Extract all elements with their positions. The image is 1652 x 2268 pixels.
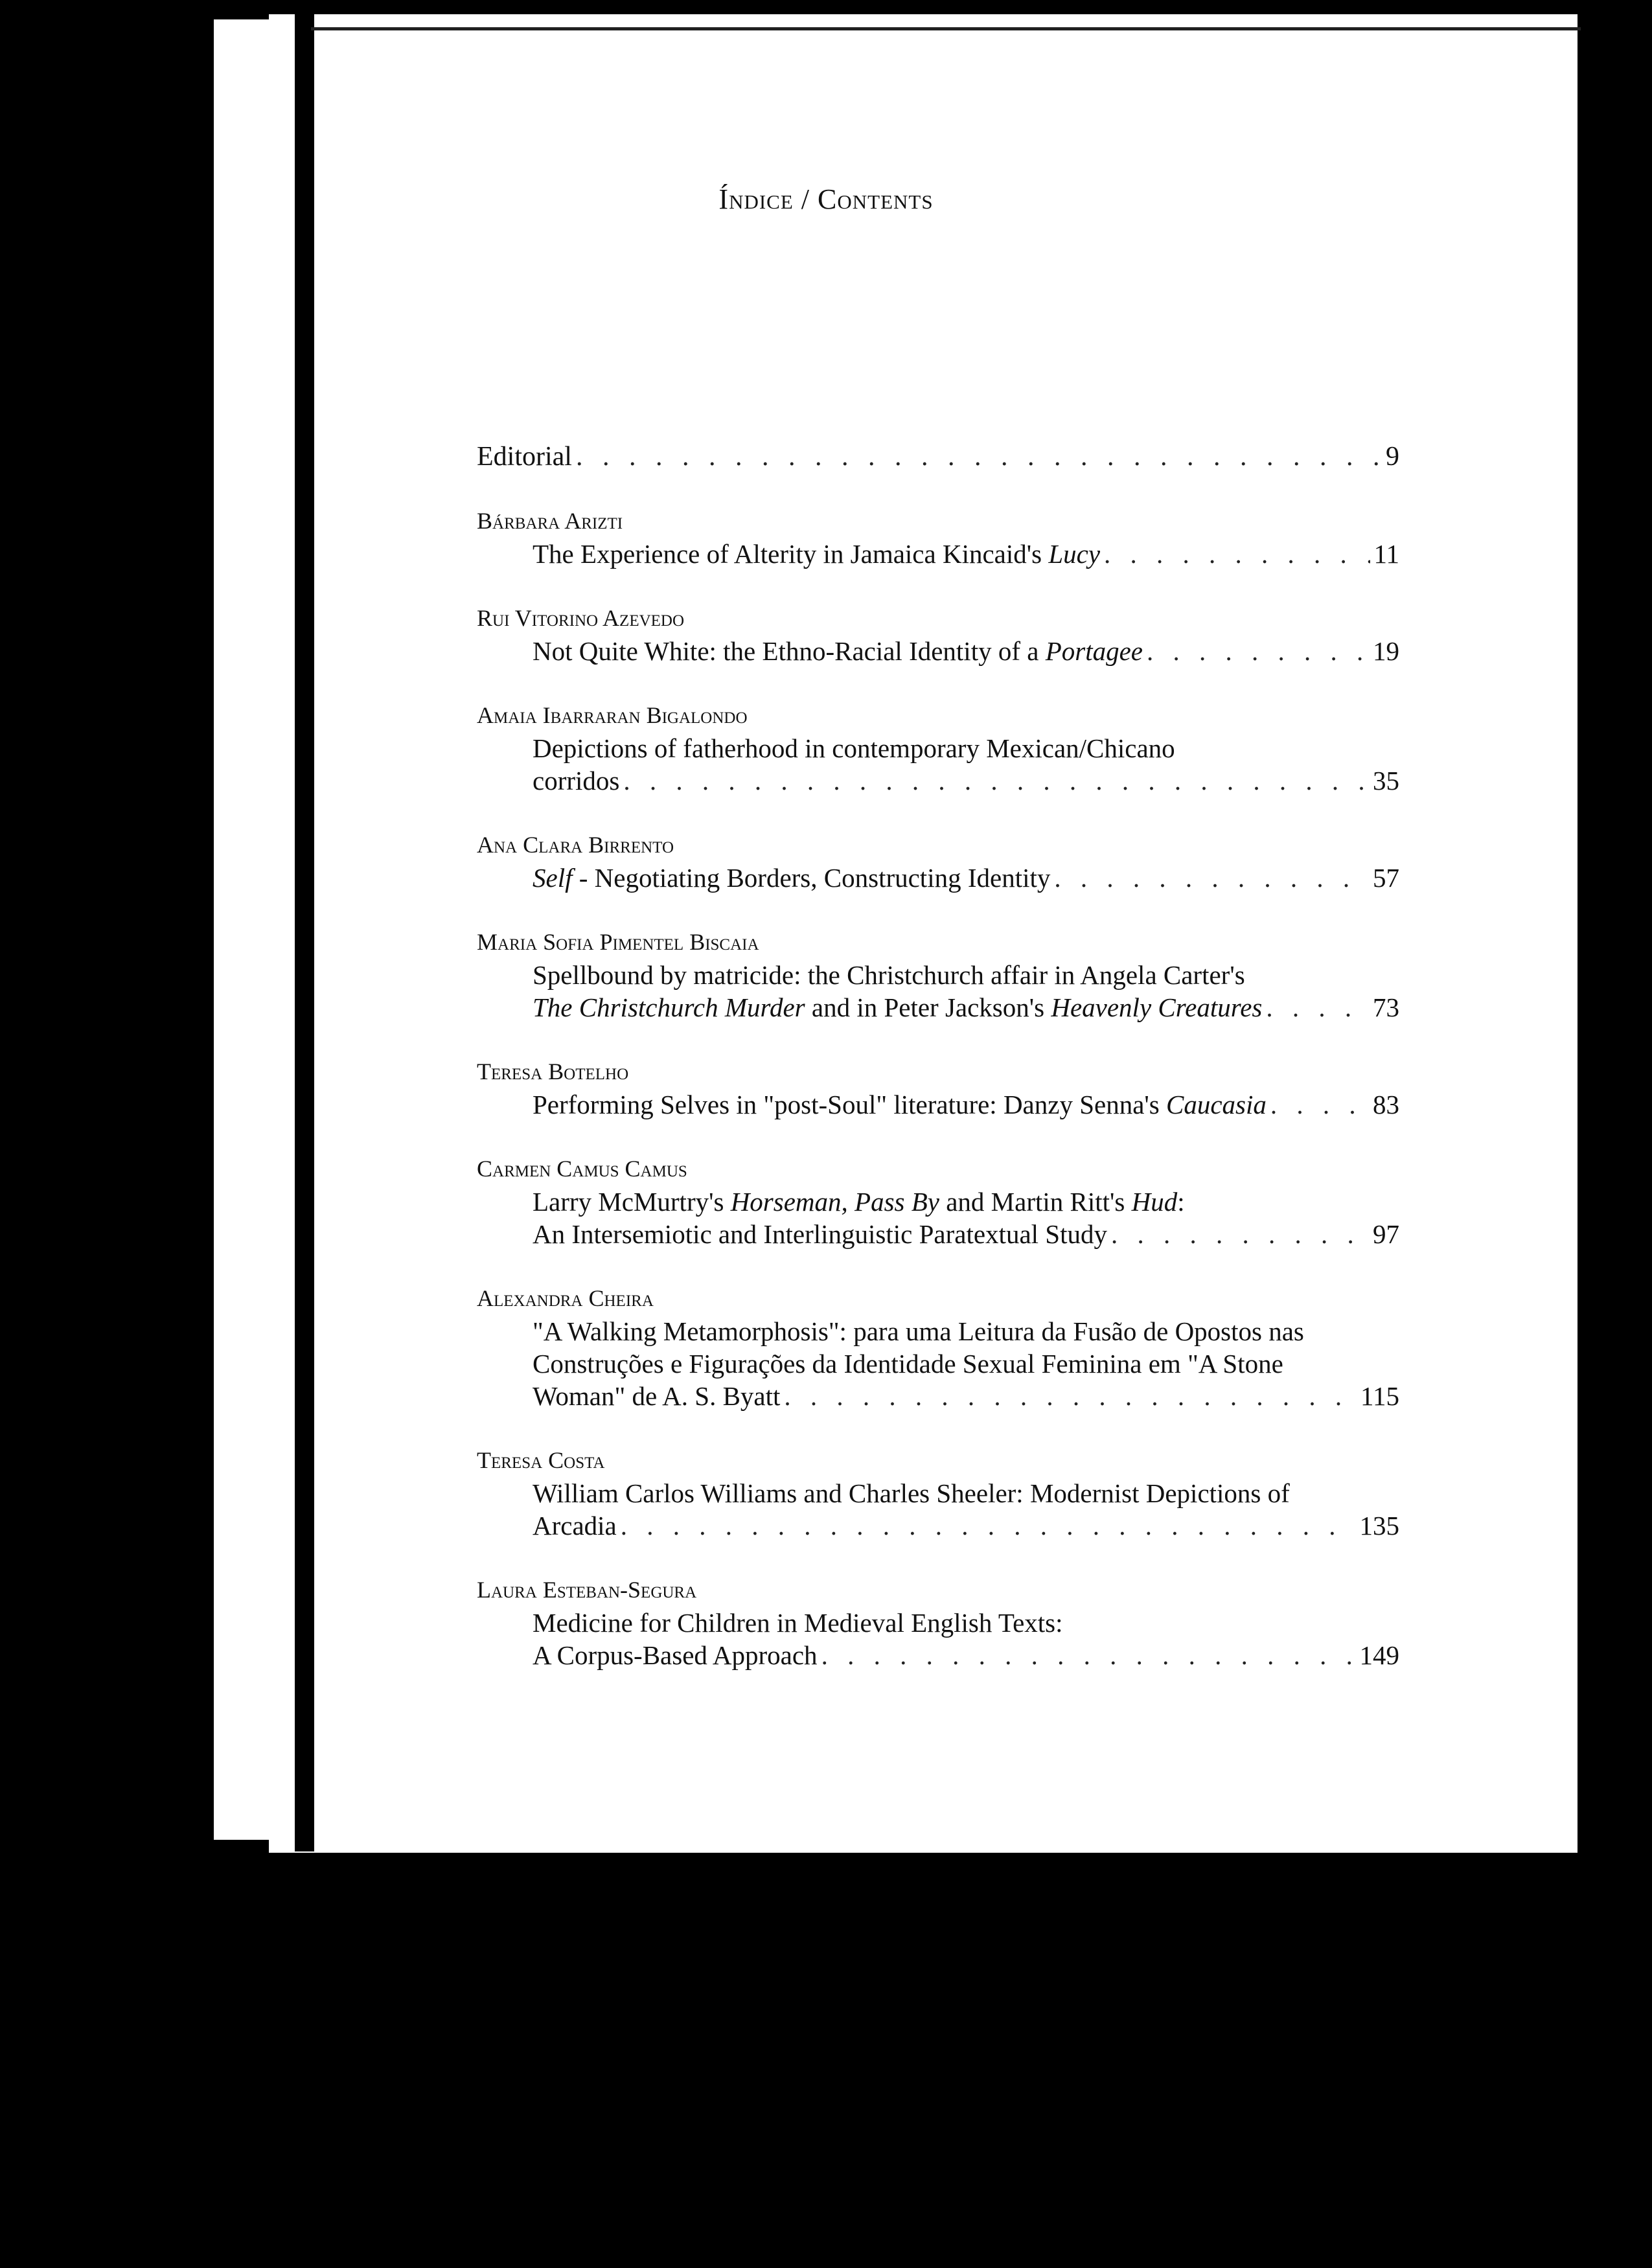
toc-author: Maria Sofia Pimentel Biscaia: [477, 929, 759, 955]
toc-title-line: Larry McMurtry's Horseman, Pass By and Martin Ritt's Hud:: [533, 1187, 1185, 1217]
toc-title-line: Construções e Figurações da Identidade Sexual Feminina em "A Stone: [533, 1349, 1283, 1379]
toc-title-line: The Christchurch Murder and in Peter Jackson's Heavenly Creatures: [533, 992, 1263, 1022]
page-title: Índice / Contents: [718, 183, 934, 215]
scan-top-edge: [269, 0, 1577, 16]
dot-leader: [1107, 1218, 1369, 1250]
toc-title-line: Medicine for Children in Medieval English Texts:: [533, 1608, 1063, 1638]
toc-author: Teresa Costa: [477, 1447, 605, 1473]
toc-page-number: 11: [1373, 539, 1399, 569]
toc-entry: [477, 1443, 1399, 1542]
toc-title-line: corridos: [533, 766, 620, 796]
toc-title-line: William Carlos Williams and Charles Sheeler: Modernist Depictions of: [533, 1478, 1290, 1508]
toc-page-number: 19: [1373, 636, 1399, 666]
toc-author: Teresa Botelho: [477, 1059, 629, 1084]
toc-page-number: 97: [1373, 1219, 1399, 1249]
toc-page-number: 9: [1386, 442, 1399, 472]
toc-title: Self - Negotiating Borders, Constructing Identity: [533, 863, 1051, 893]
toc-title: The Experience of Alterity in Jamaica Kincaid's Lucy: [533, 539, 1101, 569]
toc-title-line: Spellbound by matricide: the Christchurch affair in Angela Carter's: [533, 960, 1245, 990]
toc-entry: [477, 601, 1399, 667]
toc-author: Amaia Ibarraran Bigalondo: [477, 702, 748, 728]
toc-entry: [477, 1573, 1399, 1671]
toc-page-number: 135: [1359, 1511, 1399, 1541]
toc-page-number: 57: [1373, 863, 1399, 893]
dot-leader: [818, 1639, 1356, 1671]
toc-entry: [477, 1152, 1399, 1250]
dot-leader: [1050, 862, 1369, 894]
toc-title-line: Arcadia: [533, 1511, 617, 1541]
toc-author: Bárbara Arizti: [477, 508, 623, 534]
dot-leader: [780, 1380, 1357, 1412]
toc-author: Alexandra Cheira: [477, 1285, 654, 1311]
scan-top-line: [311, 27, 1581, 30]
toc-page-number: 149: [1359, 1640, 1399, 1670]
toc-page-number: 83: [1373, 1090, 1399, 1119]
toc-author: Rui Vitorino Azevedo: [477, 605, 685, 631]
toc-author: Laura Esteban-Segura: [477, 1577, 697, 1603]
toc-entry: [477, 925, 1399, 1024]
toc-title-line: A Corpus-Based Approach: [533, 1640, 818, 1670]
dot-leader: [1100, 538, 1370, 570]
dot-leader: [1262, 991, 1369, 1024]
toc-title-line: Woman" de A. S. Byatt: [533, 1381, 781, 1411]
toc-entry: [477, 1055, 1399, 1121]
toc-title-line: "A Walking Metamorphosis": para uma Leitura da Fusão de Opostos nas: [533, 1316, 1304, 1346]
dot-leader: [1267, 1088, 1369, 1121]
toc-title: Editorial: [477, 442, 572, 472]
table-of-contents: [477, 441, 1399, 1702]
toc-author: Ana Clara Birrento: [477, 832, 674, 858]
dot-leader: [619, 764, 1369, 797]
toc-page-number: 35: [1373, 766, 1399, 796]
dot-leader: [617, 1509, 1356, 1542]
spine-shadow: [295, 12, 314, 1851]
toc-title: Performing Selves in "post-Soul" literature: Danzy Senna's Caucasia: [533, 1090, 1267, 1119]
toc-title-line: Depictions of fatherhood in contemporary Mexican/Chicano: [533, 733, 1175, 763]
dot-leader: [1143, 635, 1369, 667]
toc-entry: [477, 504, 1399, 570]
dot-leader: [572, 441, 1382, 473]
toc-title: Not Quite White: the Ethno-Racial Identity of a Portagee: [533, 636, 1143, 666]
toc-entry: [477, 698, 1399, 797]
toc-entry: [477, 1281, 1399, 1412]
toc-entry: [477, 828, 1399, 894]
toc-author: Carmen Camus Camus: [477, 1156, 687, 1182]
toc-title-line: An Intersemiotic and Interlinguistic Paratextual Study: [533, 1219, 1107, 1249]
toc-entry-editorial: [477, 441, 1399, 473]
toc-page-number: 115: [1360, 1381, 1399, 1411]
toc-page-number: 73: [1373, 992, 1399, 1022]
